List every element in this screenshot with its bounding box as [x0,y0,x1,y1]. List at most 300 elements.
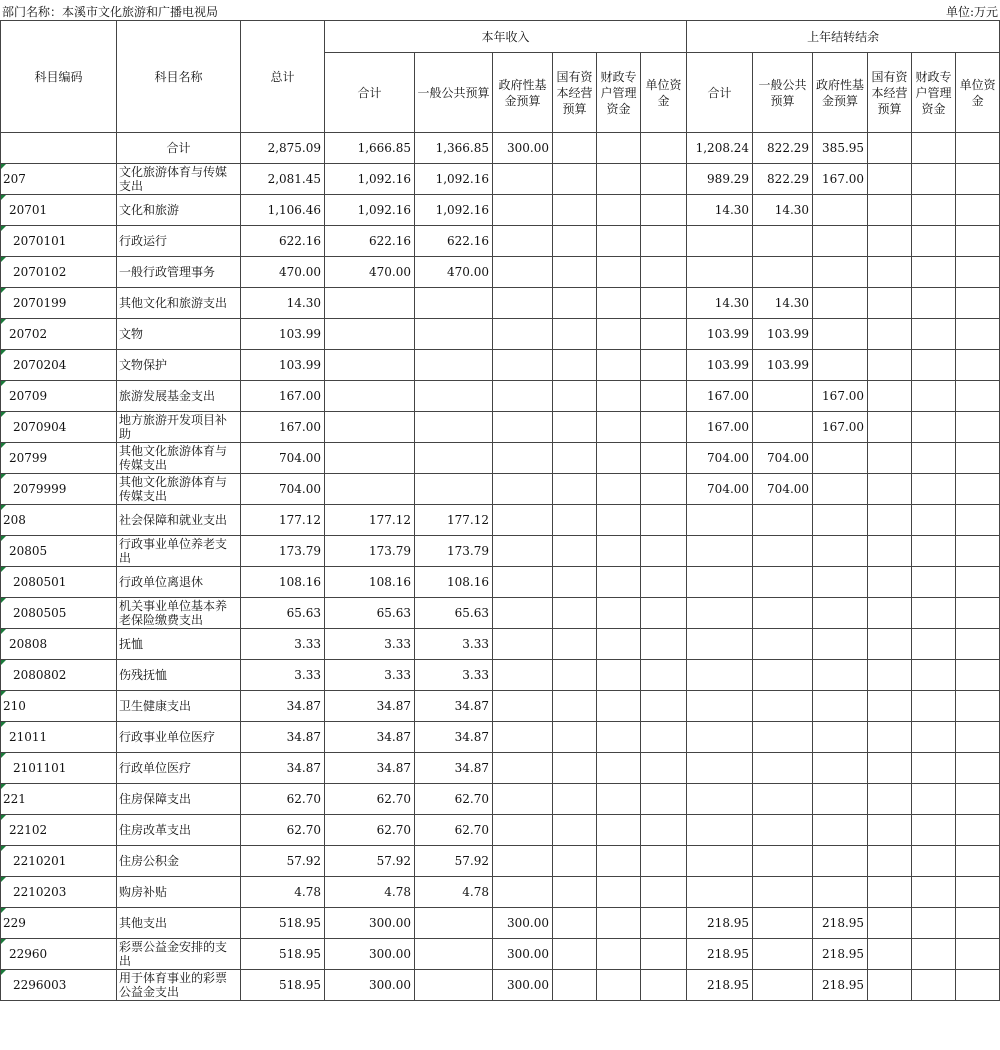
row-value [553,536,597,567]
row-value [493,877,553,908]
row-value [641,257,687,288]
table-row [1,970,1000,1001]
row-value [597,505,641,536]
row-value [641,319,687,350]
row-value: 14.30 [753,288,813,319]
row-value: 3.33 [241,629,325,660]
row-code: 2070199 [1,288,117,319]
row-value [912,877,956,908]
table-row [1,474,1000,505]
row-value: 34.87 [415,753,493,784]
row-value [753,846,813,877]
row-value [597,443,641,474]
row-value [597,226,641,257]
row-value [687,536,753,567]
row-value [553,660,597,691]
department-name: 部门名称：本溪市文化旅游和广播电视局 [2,5,219,19]
row-value [813,877,868,908]
row-value [868,536,912,567]
row-value: 65.63 [415,598,493,629]
row-value [415,474,493,505]
row-value [493,381,553,412]
report-header [0,0,1000,20]
row-value: 1,092.16 [415,195,493,226]
row-name: 其他文化和旅游支出 [117,288,241,319]
row-code: 22102 [1,815,117,846]
row-value [553,877,597,908]
row-name: 行政单位医疗 [117,753,241,784]
row-value [956,474,1000,505]
row-value [687,722,753,753]
row-value [956,784,1000,815]
row-value [753,567,813,598]
row-value [641,939,687,970]
row-value [956,536,1000,567]
row-code: 20702 [1,319,117,350]
row-value: 103.99 [687,350,753,381]
row-value [868,877,912,908]
row-value [493,474,553,505]
row-value [753,412,813,443]
row-code: 229 [1,908,117,939]
row-value [813,815,868,846]
row-value: 34.87 [241,753,325,784]
row-value [868,319,912,350]
row-code: 20701 [1,195,117,226]
row-value [912,319,956,350]
row-value [597,195,641,226]
row-value [553,257,597,288]
row-name: 其他支出 [117,908,241,939]
row-value: 704.00 [687,474,753,505]
row-value [641,784,687,815]
row-value [868,722,912,753]
row-value: 218.95 [813,939,868,970]
row-value [325,381,415,412]
row-code: 2080802 [1,660,117,691]
row-value [597,815,641,846]
row-value [912,567,956,598]
row-value [415,908,493,939]
row-value [813,536,868,567]
row-value [912,970,956,1001]
row-value [641,722,687,753]
row-name: 旅游发展基金支出 [117,381,241,412]
col-current-header: 财政专户管理资金 [597,53,641,133]
row-value [868,753,912,784]
row-code: 208 [1,505,117,536]
row-value [553,505,597,536]
row-value: 34.87 [241,722,325,753]
row-value [553,443,597,474]
col-current-header: 合计 [325,53,415,133]
row-value [641,226,687,257]
row-value [912,598,956,629]
row-value [641,133,687,164]
unit-label: 单位:万元 [945,5,998,19]
row-value: 300.00 [325,939,415,970]
row-value: 822.29 [753,133,813,164]
row-code: 2101101 [1,753,117,784]
row-value [687,753,753,784]
row-value [868,598,912,629]
row-value: 103.99 [241,319,325,350]
row-value [493,753,553,784]
row-value [956,319,1000,350]
row-value: 218.95 [687,970,753,1001]
row-code: 2079999 [1,474,117,505]
row-value [597,846,641,877]
row-value: 62.70 [241,784,325,815]
row-value [753,598,813,629]
row-value: 62.70 [325,815,415,846]
row-value [813,629,868,660]
row-value [956,381,1000,412]
row-value: 822.29 [753,164,813,195]
row-code: 21011 [1,722,117,753]
row-value [493,412,553,443]
row-value [553,133,597,164]
row-value [493,164,553,195]
row-value [687,567,753,598]
row-value [813,350,868,381]
table-row [1,288,1000,319]
row-value: 34.87 [325,722,415,753]
row-code: 20709 [1,381,117,412]
row-name: 一般行政管理事务 [117,257,241,288]
table-row [1,939,1000,970]
row-value [553,629,597,660]
row-value [956,412,1000,443]
row-value [813,598,868,629]
row-value [687,784,753,815]
row-value [868,567,912,598]
row-value: 34.87 [325,753,415,784]
row-value [641,846,687,877]
row-value [813,846,868,877]
row-value [553,474,597,505]
group-prev-header: 上年结转结余 [687,21,1000,53]
row-value [956,443,1000,474]
row-value [493,505,553,536]
row-value [753,722,813,753]
row-value: 300.00 [493,939,553,970]
row-name: 合计 [117,133,241,164]
table-row [1,505,1000,536]
table-row [1,319,1000,350]
row-value [912,257,956,288]
row-value: 167.00 [813,164,868,195]
row-value [493,226,553,257]
row-value: 173.79 [325,536,415,567]
row-code: 2070102 [1,257,117,288]
row-value [687,846,753,877]
row-value [325,319,415,350]
row-code [1,133,117,164]
row-value [597,629,641,660]
row-value: 173.79 [415,536,493,567]
row-value [597,288,641,319]
row-value: 1,092.16 [415,164,493,195]
row-value: 1,366.85 [415,133,493,164]
row-value [956,598,1000,629]
row-value [687,629,753,660]
row-value [956,505,1000,536]
row-value [912,381,956,412]
row-value: 14.30 [687,195,753,226]
row-value [813,567,868,598]
row-value: 108.16 [325,567,415,598]
row-value: 622.16 [241,226,325,257]
row-value [868,846,912,877]
row-value [956,722,1000,753]
row-value: 518.95 [241,970,325,1001]
row-value [956,846,1000,877]
row-value: 704.00 [753,474,813,505]
table-row [1,443,1000,474]
row-value [868,691,912,722]
row-value [912,846,956,877]
row-value [553,567,597,598]
row-value [553,908,597,939]
table-row [1,164,1000,195]
row-value [415,412,493,443]
row-value [912,164,956,195]
row-value [687,257,753,288]
row-value [597,536,641,567]
row-value: 1,092.16 [325,164,415,195]
row-value [813,505,868,536]
row-value [597,939,641,970]
row-value: 103.99 [687,319,753,350]
row-value: 103.99 [753,319,813,350]
row-value [956,567,1000,598]
row-value [753,815,813,846]
table-row [1,412,1000,443]
row-name: 卫生健康支出 [117,691,241,722]
row-value: 57.92 [325,846,415,877]
row-value [956,133,1000,164]
row-value [597,691,641,722]
row-value [868,350,912,381]
table-row [1,567,1000,598]
row-value [641,381,687,412]
row-value [956,970,1000,1001]
row-value: 167.00 [813,381,868,412]
row-value [641,505,687,536]
row-code: 22960 [1,939,117,970]
row-value [597,412,641,443]
row-value [641,474,687,505]
row-value: 470.00 [325,257,415,288]
row-value [912,505,956,536]
row-value: 103.99 [753,350,813,381]
row-value [813,226,868,257]
row-value [868,226,912,257]
row-value [912,691,956,722]
row-value [687,691,753,722]
table-row [1,877,1000,908]
row-value [493,598,553,629]
row-value [687,505,753,536]
table-row [1,195,1000,226]
row-value [956,629,1000,660]
row-value [912,753,956,784]
row-value: 3.33 [325,660,415,691]
row-name: 文化旅游体育与传媒支出 [117,164,241,195]
row-value [868,474,912,505]
row-value [753,257,813,288]
col-current-header: 一般公共预算 [415,53,493,133]
row-value [597,908,641,939]
row-value [813,195,868,226]
row-value [813,319,868,350]
row-name: 文物保护 [117,350,241,381]
table-row [1,691,1000,722]
row-value [597,598,641,629]
row-value [325,443,415,474]
table-row [1,133,1000,164]
row-value [753,753,813,784]
row-value [956,164,1000,195]
row-value: 300.00 [325,908,415,939]
row-value [641,753,687,784]
row-value [753,970,813,1001]
row-name: 行政单位离退休 [117,567,241,598]
row-value [912,660,956,691]
row-code: 2070904 [1,412,117,443]
row-name: 社会保障和就业支出 [117,505,241,536]
row-value [956,288,1000,319]
row-name: 其他文化旅游体育与传媒支出 [117,474,241,505]
row-value [493,257,553,288]
table-row [1,350,1000,381]
row-value [753,939,813,970]
col-prev-header: 单位资金 [956,53,1000,133]
row-value [813,784,868,815]
row-value: 34.87 [415,722,493,753]
row-value [553,195,597,226]
row-value: 108.16 [415,567,493,598]
row-value [493,629,553,660]
row-value: 57.92 [415,846,493,877]
row-value [597,567,641,598]
row-value [641,164,687,195]
row-value [553,288,597,319]
row-value [813,691,868,722]
row-value: 1,092.16 [325,195,415,226]
row-value: 57.92 [241,846,325,877]
table-row [1,629,1000,660]
row-value: 173.79 [241,536,325,567]
row-value [912,784,956,815]
row-value [687,877,753,908]
row-value [912,536,956,567]
row-value: 103.99 [241,350,325,381]
row-value: 300.00 [493,908,553,939]
row-value [553,970,597,1001]
row-value [912,412,956,443]
row-value: 470.00 [415,257,493,288]
row-name: 行政事业单位医疗 [117,722,241,753]
row-value [956,350,1000,381]
row-name: 抚恤 [117,629,241,660]
row-value: 167.00 [813,412,868,443]
col-current-header: 政府性基金预算 [493,53,553,133]
row-value [956,939,1000,970]
row-value [868,257,912,288]
row-value: 3.33 [415,660,493,691]
row-value [641,877,687,908]
row-value: 4.78 [241,877,325,908]
row-value [912,288,956,319]
row-value: 34.87 [415,691,493,722]
col-prev-header: 政府性基金预算 [813,53,868,133]
row-value [325,288,415,319]
row-value [597,722,641,753]
row-value [493,691,553,722]
row-value: 167.00 [241,381,325,412]
row-value [687,598,753,629]
row-value [641,629,687,660]
row-value [641,412,687,443]
table-row [1,226,1000,257]
row-value: 218.95 [813,908,868,939]
row-value: 65.63 [241,598,325,629]
row-value [493,350,553,381]
row-value [597,474,641,505]
row-value [597,319,641,350]
row-value [813,443,868,474]
row-value: 14.30 [241,288,325,319]
row-value [956,908,1000,939]
table-row [1,753,1000,784]
row-value [553,412,597,443]
row-value: 4.78 [415,877,493,908]
row-value [641,195,687,226]
row-value [415,443,493,474]
row-value: 65.63 [325,598,415,629]
row-value [813,753,868,784]
row-value [641,970,687,1001]
row-value [553,939,597,970]
row-value: 108.16 [241,567,325,598]
row-value [325,412,415,443]
row-value [325,350,415,381]
row-value: 218.95 [687,908,753,939]
row-code: 2080501 [1,567,117,598]
row-name: 伤残抚恤 [117,660,241,691]
row-value [868,784,912,815]
row-value [868,505,912,536]
row-value [493,567,553,598]
row-code: 221 [1,784,117,815]
budget-table [0,20,1000,1001]
row-value [868,133,912,164]
row-value: 518.95 [241,939,325,970]
col-prev-header: 财政专户管理资金 [912,53,956,133]
row-value [553,691,597,722]
row-value [753,784,813,815]
row-name: 机关事业单位基本养老保险缴费支出 [117,598,241,629]
row-value [687,226,753,257]
row-value [813,288,868,319]
row-value: 704.00 [687,443,753,474]
row-value [553,350,597,381]
row-value [956,691,1000,722]
row-value [912,195,956,226]
row-value [597,753,641,784]
